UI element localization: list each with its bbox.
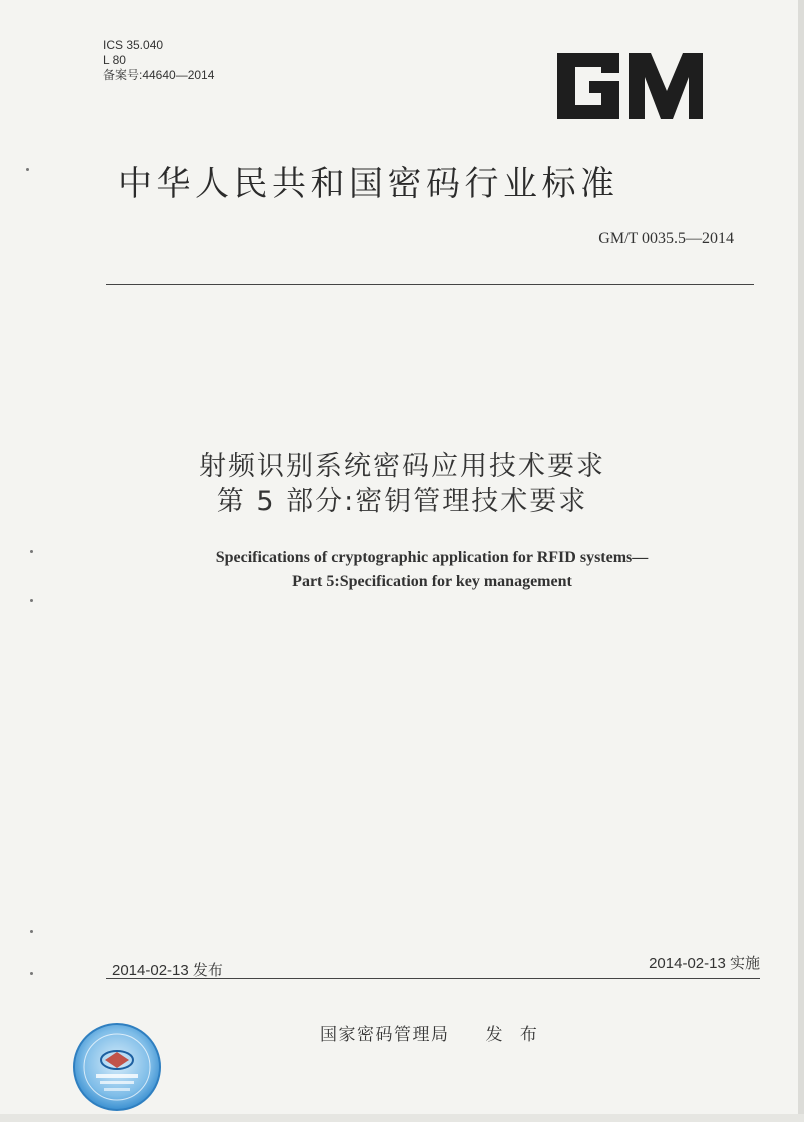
ics-code: ICS 35.040 [103, 38, 164, 52]
classification-block [103, 38, 214, 83]
issue-date: 2014-02-13 发布 [112, 962, 223, 979]
standard-code: GM/T 0035.5—2014 [598, 230, 734, 247]
title-cn-line1: 射频识别系统密码应用技术要求 [199, 451, 605, 482]
issuer-name: 国家密码管理局 [320, 1025, 450, 1045]
title-cn-line2: 第 5 部分:密钥管理技术要求 [216, 486, 588, 517]
bottom-divider [106, 978, 760, 979]
issuer-line [320, 1020, 543, 1045]
title-en-line2: Part 5:Specification for key management [292, 573, 572, 590]
issuer-action: 发 布 [485, 1025, 543, 1045]
top-divider [106, 284, 754, 285]
standard-category: 中华人民共和国密码行业标准 [118, 164, 619, 204]
implementation-date: 2014-02-13 实施 [649, 955, 760, 972]
scan-speck [26, 168, 29, 171]
page-edge-bottom [0, 1114, 804, 1122]
scan-speck [30, 550, 33, 553]
scan-speck [30, 599, 33, 602]
filing-number: 备案号:44640—2014 [103, 68, 215, 82]
anti-counterfeit-seal-icon [72, 1022, 162, 1112]
ccs-code: L 80 [103, 53, 126, 67]
scan-speck [30, 972, 33, 975]
gm-logo [553, 47, 706, 125]
scan-speck [30, 930, 33, 933]
title-en-line1: Specifications of cryptographic application for RFID systems— [215, 549, 649, 566]
